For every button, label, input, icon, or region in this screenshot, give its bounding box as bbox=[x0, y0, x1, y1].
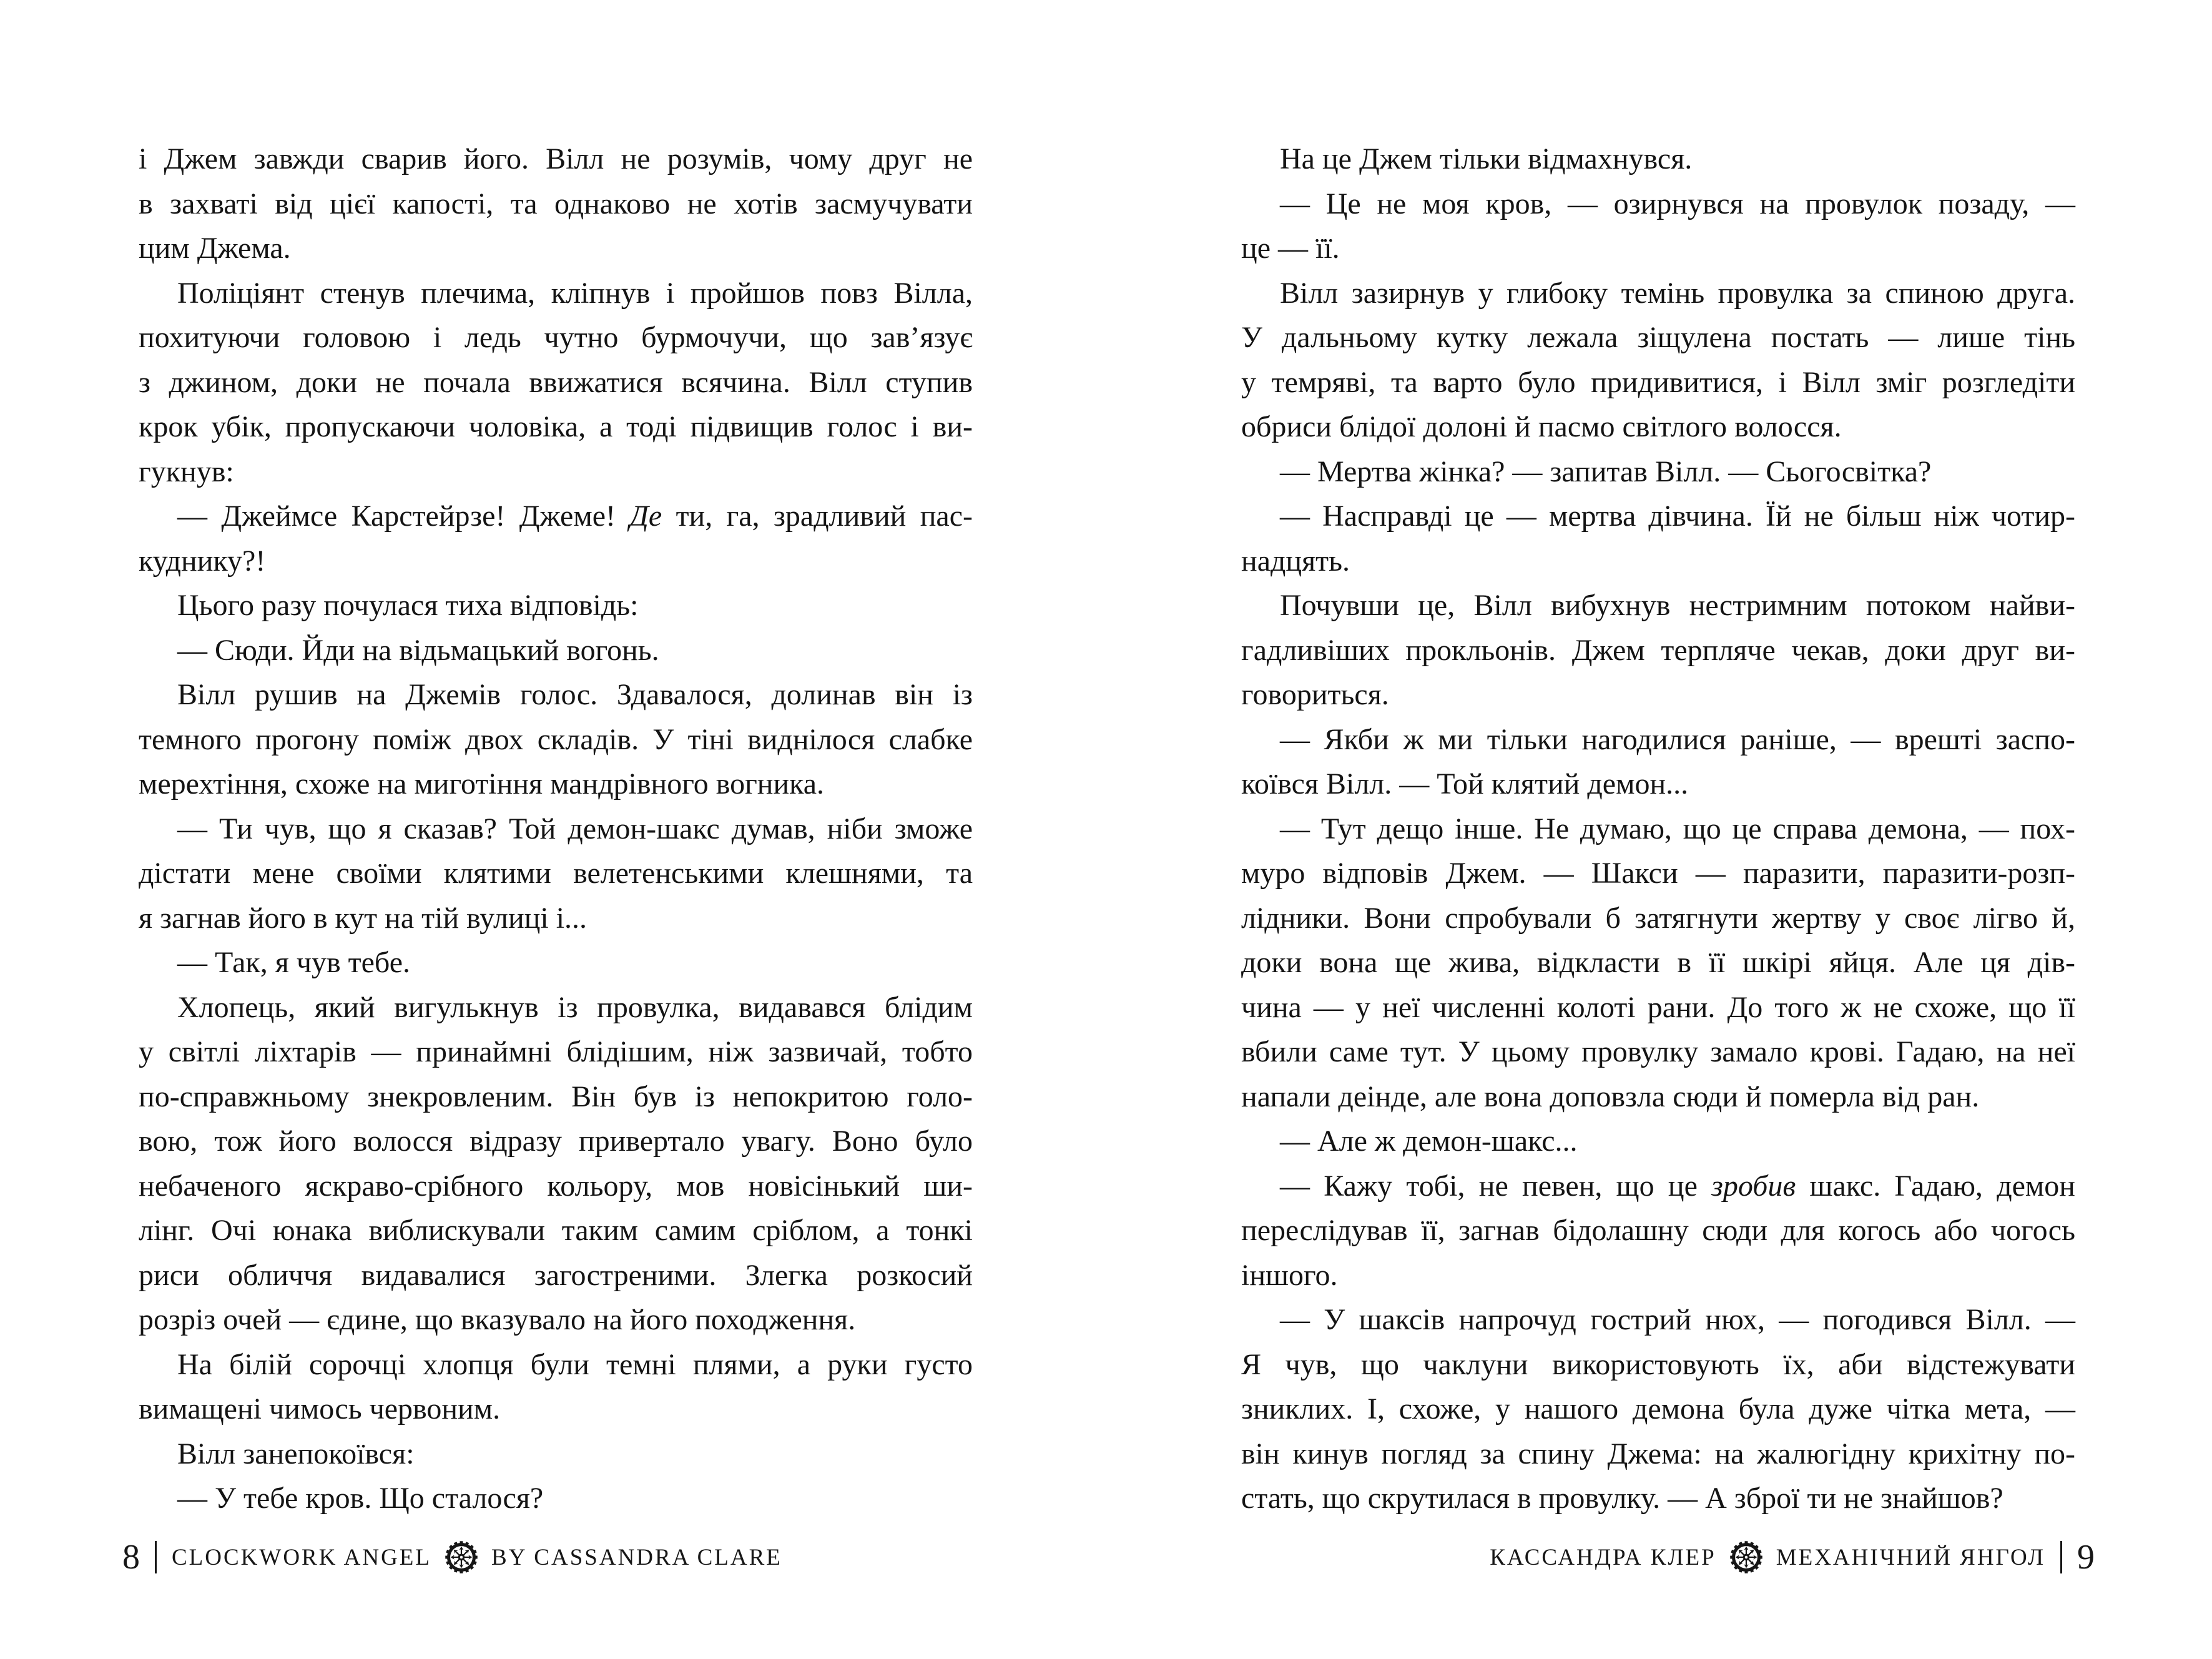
text-line: — У шаксів напрочуд гострий нюх, — погодився Вілл. — bbox=[1280, 1303, 2075, 1336]
book-title: МЕХАНІЧНИЙ ЯНГОЛ bbox=[1776, 1544, 2045, 1570]
text-line: розріз очей — єдине, що вказувало на його походження. bbox=[139, 1303, 856, 1336]
footer-divider bbox=[155, 1541, 157, 1573]
text-line: Вілл рушив на Джемів голос. Здавалося, долинав він із bbox=[177, 678, 973, 711]
text-line: Вілл занепокоївся: bbox=[177, 1437, 415, 1470]
text-line: муро відповів Джем. — Шакси — паразити, паразити-розп- bbox=[1241, 857, 2075, 890]
text-line: дістати мене своїми клятими велетенськими клешнями, та bbox=[139, 857, 973, 890]
text-line: мерехтіння, схоже на миготіння мандрівного вогника. bbox=[139, 767, 825, 800]
text-line: крок убік, пропускаючи чоловіка, а тоді підвищив голос і ви- bbox=[139, 410, 973, 443]
text-line: небаченого яскраво-срібного кольору, мов новісінький ши- bbox=[139, 1169, 973, 1203]
text-line: він кинув погляд за спину Джема: на жалюгідну крихітну по- bbox=[1241, 1437, 2075, 1470]
text-line: вимащені чимось червоним. bbox=[139, 1392, 501, 1425]
text-line: і Джем завжди сварив його. Вілл не розумів, чому друг не bbox=[139, 142, 973, 175]
text-line: стать, що скрутилася в провулку. — А зброї ти не знайшов? bbox=[1241, 1482, 2003, 1515]
text-line: — Але ж демон-шакс... bbox=[1280, 1125, 1578, 1158]
page-number: 8 bbox=[122, 1538, 140, 1577]
text-line: надцять. bbox=[1241, 544, 1350, 578]
text-line: — Насправді це — мертва дівчина. Їй не більш ніж чотир- bbox=[1280, 500, 2075, 533]
text-line: На білій сорочці хлопця були темні плями, а руки густо bbox=[177, 1347, 973, 1381]
page-number: 9 bbox=[2077, 1538, 2095, 1577]
text-line: — У тебе кров. Що сталося? bbox=[177, 1482, 544, 1515]
text-line: Вілл зазирнув у глибоку темінь провулка за спиною друга. bbox=[1280, 276, 2075, 310]
text-line: похитуючи головою і ледь чутно бурмочучи, що зав’язує bbox=[139, 321, 973, 354]
footer-divider bbox=[2060, 1541, 2062, 1573]
text-line: — Це не моя кров, — озирнувся на провулок позаду, — bbox=[1280, 187, 2075, 220]
text-line: риси обличчя видавалися загостреними. Злегка розкосий bbox=[139, 1258, 973, 1292]
text-line: говориться. bbox=[1241, 678, 1389, 711]
right-page-text bbox=[1241, 137, 2075, 1521]
text-line: іншого. bbox=[1241, 1258, 1338, 1292]
text-line: в захваті від цієї капості, та однаково не хотів засмучувати bbox=[139, 187, 973, 220]
text-line: — Ти чув, що я сказав? Той демон-шакс думав, ніби зможе bbox=[177, 812, 973, 845]
right-page-footer bbox=[1490, 1537, 2095, 1577]
text-line: гукнув: bbox=[139, 455, 234, 488]
book-title: CLOCKWORK ANGEL bbox=[172, 1544, 432, 1570]
left-page-footer bbox=[122, 1537, 782, 1577]
text-line: зниклих. І, схоже, у нашого демона була дуже чітка мета, — bbox=[1241, 1392, 2075, 1425]
text-line: — Тут дещо інше. Не думаю, що це справа демона, — пох- bbox=[1280, 812, 2075, 845]
text-line: куднику?! bbox=[139, 544, 266, 578]
author-name: КАССАНДРА КЛЕР bbox=[1490, 1544, 1716, 1570]
text-line: по-справжньому знекровленим. Він був із непокритою голо- bbox=[139, 1080, 973, 1113]
text-line: у темряві, та варто було придивитися, і Вілл зміг розгледіти bbox=[1241, 365, 2075, 399]
text-line: вбили саме тут. У цьому провулку замало крові. Гадаю, на неї bbox=[1241, 1035, 2075, 1068]
text-line: темного прогону поміж двох складів. У тіні виднілося слабке bbox=[139, 722, 973, 756]
text-line: вою, тож його волосся відразу привертало увагу. Воно було bbox=[139, 1125, 973, 1158]
text-line: — Кажу тобі, не певен, що це зробив шакс. Гадаю, демон bbox=[1280, 1169, 2075, 1203]
text-line: напали деінде, але вона доповзла сюди й померла від ран. bbox=[1241, 1080, 1980, 1113]
text-line: гадливіших прокльонів. Джем терпляче чекав, доки друг ви- bbox=[1241, 633, 2075, 667]
text-line: — Джеймсе Карстейрзе! Джеме! Де ти, га, зрадливий пас- bbox=[177, 500, 973, 533]
text-line: у світлі ліхтарів — принаймні блідішим, ніж зазвичай, тобто bbox=[139, 1035, 973, 1068]
text-line: Почувши це, Вілл вибухнув нестримним потоком найви- bbox=[1280, 589, 2075, 622]
text-line: — Якби ж ми тільки нагодилися раніше, — врешті заспо- bbox=[1280, 722, 2075, 756]
author-byline: BY CASSANDRA CLARE bbox=[491, 1544, 782, 1570]
text-line: У дальньому кутку лежала зіщулена постать — лише тінь bbox=[1241, 321, 2075, 354]
text-line: я загнав його в кут на тій вулиці і... bbox=[139, 901, 587, 935]
text-line: — Мертва жінка? — запитав Вілл. — Сьогосвітка? bbox=[1280, 455, 1932, 488]
text-line: коївся Вілл. — Той клятий демон... bbox=[1241, 767, 1689, 800]
text-line: переслідував її, загнав бідолашну сюди для когось або чогось bbox=[1241, 1214, 2075, 1247]
text-line: Цього разу почулася тиха відповідь: bbox=[177, 589, 639, 622]
text-line: це — її. bbox=[1241, 232, 1340, 265]
text-line: доки вона ще жива, відкласти в її шкірі яйця. Але ця дів- bbox=[1241, 946, 2075, 979]
text-line: лідники. Вони спробували б затягнути жертву у своє лігво й, bbox=[1241, 901, 2075, 935]
text-line: Хлопець, який вигулькнув із провулка, видавався блідим bbox=[177, 990, 973, 1024]
text-line: з джином, доки не почала ввижатися всячина. Вілл ступив bbox=[139, 365, 973, 399]
text-line: Я чув, що чаклуни використовують їх, аби відстежувати bbox=[1241, 1347, 2075, 1381]
clockwork-gear-icon bbox=[444, 1540, 479, 1575]
text-line: Поліціянт стенув плечима, кліпнув і пройшов повз Вілла, bbox=[177, 276, 973, 310]
text-line: — Сюди. Йди на відьмацький вогонь. bbox=[177, 633, 659, 667]
text-line: цим Джема. bbox=[139, 232, 291, 265]
left-page-text bbox=[139, 137, 973, 1521]
clockwork-gear-icon bbox=[1729, 1540, 1764, 1575]
text-line: лінг. Очі юнака виблискували таким самим сріблом, а тонкі bbox=[139, 1214, 973, 1247]
text-line: На це Джем тільки відмахнувся. bbox=[1280, 142, 1693, 175]
text-line: — Так, я чув тебе. bbox=[177, 946, 411, 979]
text-line: обриси блідої долоні й пасмо світлого волосся. bbox=[1241, 410, 1842, 443]
text-line: чина — у неї численні колоті рани. До того ж не схоже, що її bbox=[1241, 990, 2075, 1024]
